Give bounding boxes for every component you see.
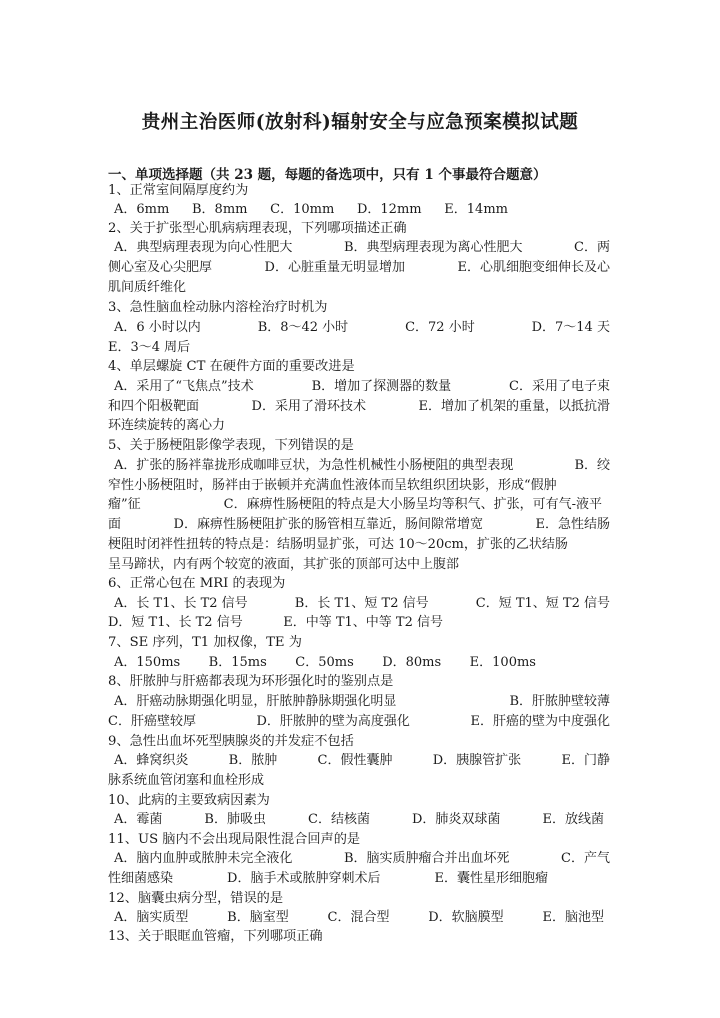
section-heading: 一、单项选择题（共 23 题，每题的备选项中，只有 1 个事最符合题意） [108, 167, 547, 183]
option-d: D．麻痹性肠梗阻扩张的肠管相互靠近，肠间隙常增宽 [173, 517, 483, 532]
question-11-options-line-2 [108, 868, 548, 890]
question-4-stem: 4、单层螺旋 CT 在硬件方面的重要改进是 [108, 359, 355, 374]
option-d: D．胰腺管扩张 [432, 753, 522, 768]
question-5-stem: 5、关于肠梗阻影像学表现，下列错误的是 [108, 438, 354, 453]
option-d: D．7～14 天 [531, 320, 610, 335]
question-8-options-line-2 [108, 711, 610, 733]
option-a: A．脑实质型 [114, 910, 189, 925]
option-b: B．脑室型 [227, 910, 289, 925]
question-3-options-line-1 [108, 317, 610, 339]
option-c: C．混合型 [327, 910, 390, 925]
option-a: A．典型病理表现为向心性肥大 [114, 240, 293, 255]
option-e: E．14mm [444, 202, 508, 217]
option-c-cont: 侧心室及心尖肥厚 [108, 260, 213, 275]
question-1-stem: 1、正常室间隔厚度约为 [108, 183, 249, 198]
option-c: C．肝癌壁较厚 [108, 714, 196, 729]
option-d: D．脑手术或脓肿穿刺术后 [227, 871, 381, 886]
question-5-options-line-6: 呈马蹄状，内有两个较宽的液面，其扩张的顶部可达中上腹部 [108, 557, 460, 572]
option-a: A．蜂窝织炎 [114, 753, 189, 768]
question-5-options-line-3 [108, 494, 602, 516]
question-10-options [108, 809, 604, 831]
option-b: B．脑实质肿瘤合并出血坏死 [343, 851, 510, 866]
question-2-options-line-1 [108, 237, 610, 259]
option-e: E．门静 [561, 753, 610, 768]
question-6-stem: 6、正常心包在 MRI 的表现为 [108, 576, 286, 591]
option-c-cont: 性细菌感染 [108, 871, 174, 886]
option-b: B．8mm [192, 202, 248, 217]
option-c: C．产气 [561, 851, 610, 866]
option-e: E．100ms [469, 655, 536, 670]
question-3-options-line-2: E．3～4 周后 [108, 340, 191, 355]
option-e: E．脑池型 [542, 910, 604, 925]
option-a: A．150ms [114, 655, 181, 670]
option-d: D．软脑膜型 [428, 910, 504, 925]
option-b: B．增加了探测器的数量 [311, 379, 452, 394]
option-b: B．肺吸虫 [204, 812, 266, 827]
question-8-options-line-1 [108, 691, 610, 713]
option-b-cont: 瘤”征 [108, 497, 141, 512]
option-c: C．两 [574, 240, 610, 255]
option-d: D．肺炎双球菌 [412, 812, 501, 827]
option-c: C．采用了电子束 [509, 379, 610, 394]
question-6-options-line-2 [108, 612, 443, 634]
question-3-stem: 3、急性脑血栓动脉内溶栓治疗时机为 [108, 300, 328, 315]
option-a: A．肝癌动脉期强化明显，肝脓肿静脉期强化明显 [114, 694, 397, 709]
question-9-options-line-2: 脉系统血管闭塞和血栓形成 [108, 773, 265, 788]
option-b: B．肝脓肿壁较薄 [509, 694, 610, 709]
option-e: E．中等 T1、中等 T2 信号 [283, 615, 443, 630]
option-b: B．绞 [574, 458, 610, 473]
question-2-options-line-2 [108, 257, 610, 279]
option-d: D．心脏重量无明显增加 [264, 260, 405, 275]
option-e: E．增加了机架的重量，以抵抗滑 [418, 399, 610, 414]
option-a: A．霉菌 [114, 812, 163, 827]
question-11-options-line-1 [108, 848, 610, 870]
option-d: D．短 T1、长 T2 信号 [108, 615, 243, 630]
question-5-options-line-2: 窄性小肠梗阻时，肠袢由于嵌顿并充满血性液体而呈软组织团块影，形成“假肿 [108, 478, 557, 493]
question-5-options-line-4 [108, 514, 610, 536]
question-9-stem: 9、急性出血坏死型胰腺炎的并发症不包括 [108, 734, 354, 749]
option-c: C．短 T1、短 T2 信号 [475, 596, 610, 611]
question-4-options-line-3: 环连续旋转的离心力 [108, 418, 226, 433]
question-8-stem: 8、肝脓肿与肝癌都表现为环形强化时的鉴别点是 [108, 674, 394, 689]
option-e: E．囊性星形细胞瘤 [434, 871, 548, 886]
option-c-cont: 面 [108, 517, 122, 532]
question-7-stem: 7、SE 序列，T1 加权像，TE 为 [108, 635, 302, 650]
question-2-options-line-3: 肌间质纤维化 [108, 280, 187, 295]
option-a: A．长 T1、长 T2 信号 [114, 596, 248, 611]
option-c: C．结核菌 [308, 812, 370, 827]
option-c: C．假性囊肿 [317, 753, 393, 768]
option-e: E．急性结肠 [535, 517, 610, 532]
question-13-stem: 13、关于眼眶血管瘤，下列哪项正确 [108, 929, 323, 944]
option-c: C．50ms [295, 655, 354, 670]
option-d: D．肝脓肿的壁为高度强化 [256, 714, 410, 729]
option-a: A．扩张的肠袢靠拢形成咖啡豆状，为急性机械性小肠梗阻的典型表现 [114, 458, 514, 473]
question-2-stem: 2、关于扩张型心肌病病理表现，下列哪项描述正确 [108, 221, 407, 236]
question-12-stem: 12、脑囊虫病分型，错误的是 [108, 891, 284, 906]
option-d: D．采用了滑环技术 [251, 399, 366, 414]
option-d: D．80ms [382, 655, 442, 670]
option-a: A．6 小时以内 [114, 320, 201, 335]
option-b: B．脓肿 [228, 753, 278, 768]
question-11-stem: 11、US 脑内不会出现局限性混合回声的是 [108, 832, 361, 847]
option-e: E．放线菌 [542, 812, 604, 827]
option-c: C．10mm [270, 202, 335, 217]
question-4-options-line-1 [108, 376, 610, 398]
option-e: E．肝癌的壁为中度强化 [470, 714, 610, 729]
question-5-options-line-5: 梗阻时闭袢性扭转的特点是：结肠明显扩张，可达 10～20cm，扩张的乙状结肠 [108, 537, 568, 552]
option-c: C．72 小时 [405, 320, 475, 335]
option-b: B．8～42 小时 [257, 320, 349, 335]
option-a: A．脑内血肿或脓肿未完全液化 [114, 851, 293, 866]
option-e: E．心肌细胞变细伸长及心 [457, 260, 610, 275]
option-c-cont: 和四个阳极靶面 [108, 399, 200, 414]
question-10-stem: 10、此病的主要致病因素为 [108, 793, 270, 808]
option-d: D．12mm [356, 202, 422, 217]
option-a: A．采用了“飞焦点”技术 [114, 379, 254, 394]
document-title: 贵州主治医师(放射科)辐射安全与应急预案模拟试题 [141, 112, 579, 133]
option-b: B．15ms [208, 655, 267, 670]
option-b: B．典型病理表现为离心性肥大 [343, 240, 523, 255]
option-c: C．麻痹性肠梗阻的特点是大小肠呈均等积气、扩张，可有气-液平 [223, 497, 602, 512]
question-5-options-line-1 [108, 455, 610, 477]
option-b: B．长 T1、短 T2 信号 [294, 596, 429, 611]
option-a: A．6mm [114, 202, 170, 217]
question-9-options-line-1 [108, 750, 610, 772]
